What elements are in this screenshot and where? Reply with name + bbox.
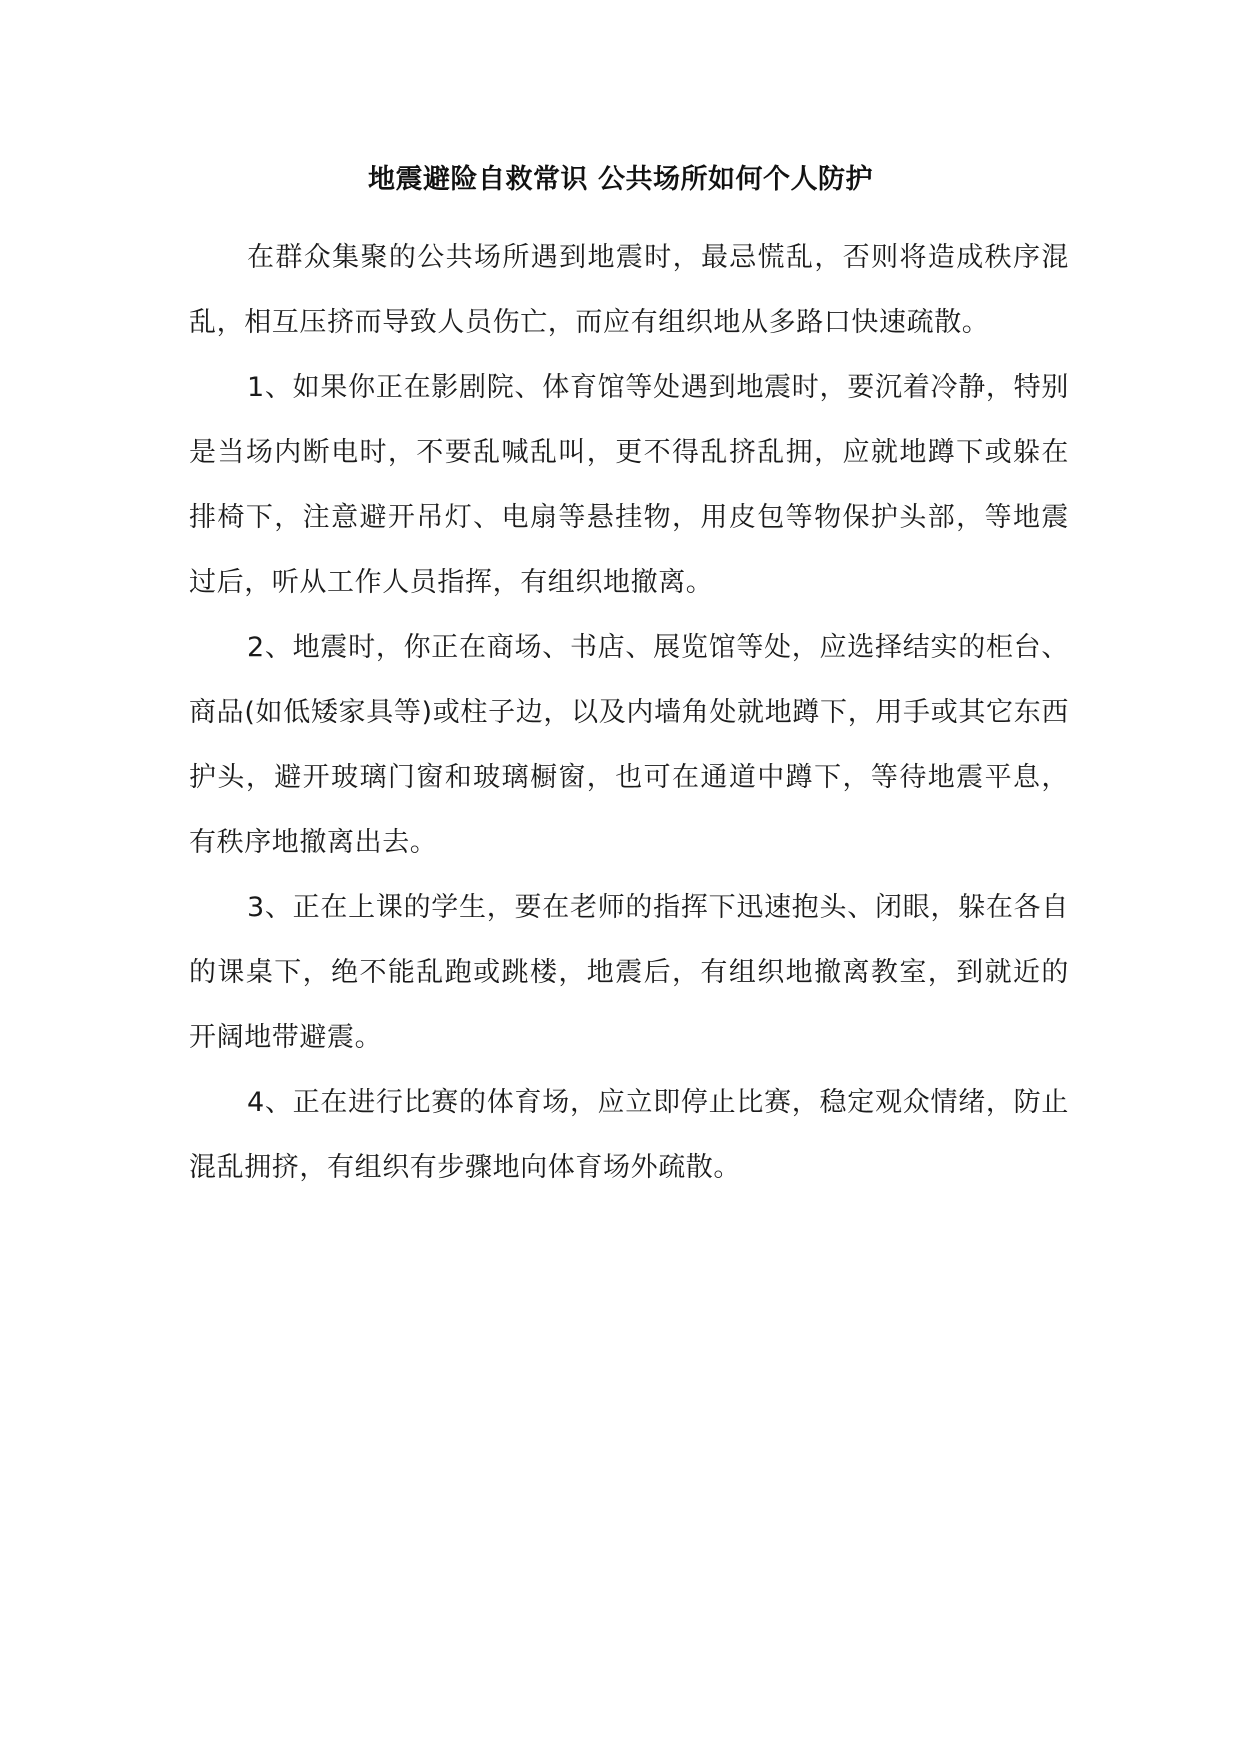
- paragraph-classroom: 3、正在上课的学生，要在老师的指挥下迅速抱头、闭眼，躲在各自的课桌下，绝不能乱跑或跳楼，地震后，有组织地撤离教室，到就近的开阔地带避震。: [189, 892, 1069, 1053]
- document-body: [189, 225, 1069, 1200]
- intro-paragraph: 在群众集聚的公共场所遇到地震时，最忌慌乱，否则将造成秩序混乱，相互压挤而导致人员伤亡，而应有组织地从多路口快速疏散。: [189, 242, 1069, 338]
- paragraph-mall: 2、地震时，你正在商场、书店、展览馆等处，应选择结实的柜台、商品(如低矮家具等)或柱子边，以及内墙角处就地蹲下，用手或其它东西护头，避开玻璃门窗和玻璃橱窗，也可在通道中蹲下，等待地震平息，有秩序地撤离出去。: [189, 632, 1069, 858]
- paragraph-stadium: 4、正在进行比赛的体育场，应立即停止比赛，稳定观众情绪，防止混乱拥挤，有组织有步骤地向体育场外疏散。: [189, 1087, 1069, 1183]
- paragraph-theater: 1、如果你正在影剧院、体育馆等处遇到地震时，要沉着冷静，特别是当场内断电时，不要乱喊乱叫，更不得乱挤乱拥，应就地蹲下或躲在排椅下，注意避开吊灯、电扇等悬挂物，用皮包等物保护头部，等地震过后，听从工作人员指挥，有组织地撤离。: [189, 372, 1069, 598]
- document-title: 地震避险自救常识 公共场所如何个人防护: [368, 164, 873, 195]
